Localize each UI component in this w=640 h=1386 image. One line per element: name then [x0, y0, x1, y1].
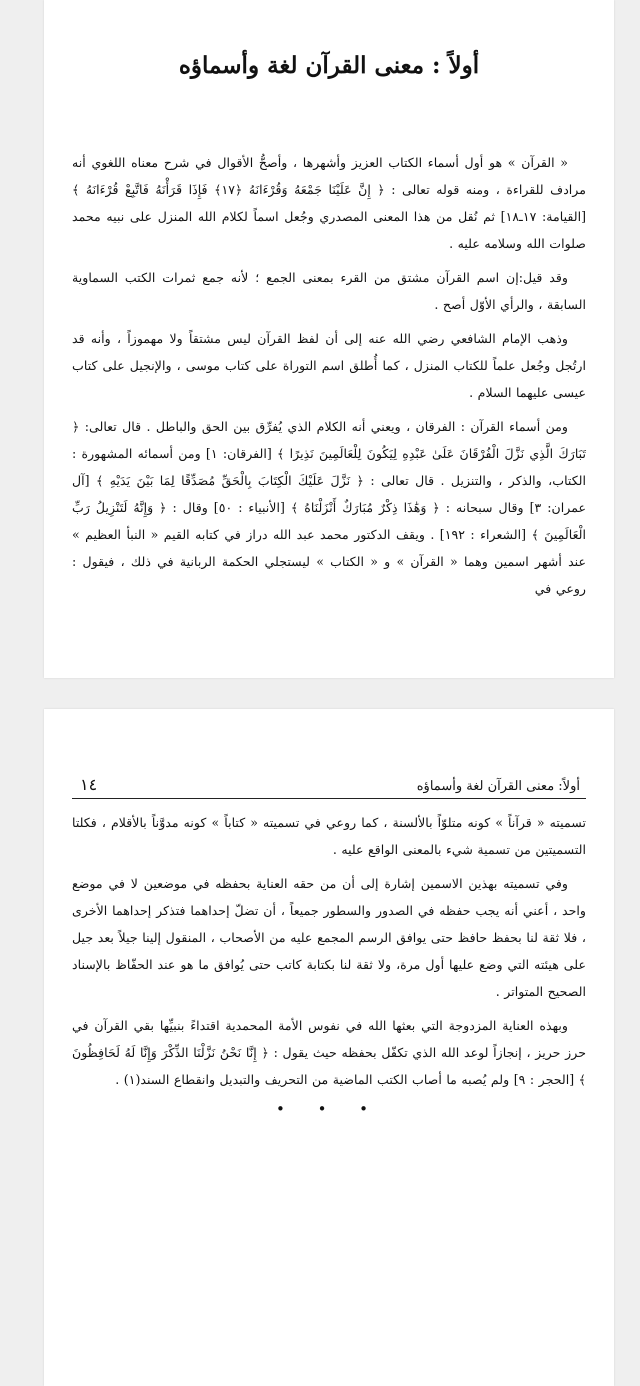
paragraph-preservation: وبهذه العناية المزدوجة التي بعثها الله في نفوس الأمة المحمدية اقتداءً بنبيِّها بقي القرآن في حرز حريز ، إنجازاً لوعد الله الذي تكفّل بحفظه حيث يقول : ﴿ إِنَّا نَحْنُ نَزَّلْنَا الذِّكْرَ وَإِنَّا لَهُ لَحَافِظُونَ ﴾ [الحجر : ٩] ولم يُصبه ما أصاب الكتب الماضية من التحريف والتبديل وانقطاع السند(١) . [72, 1018, 586, 1087]
paragraph-naming: تسميته « قرآناً » كونه متلوّاً بالألسنة ، كما روعي في تسميته « كتاباً » كونه مدوَّناً بالأقلام ، فكلتا التسميتين من تسمية شيء بالمعنى الواقع عليه . [72, 815, 586, 857]
paragraph-two-names: وفي تسميته بهذين الاسمين إشارة إلى أن من حقه العناية بحفظه في موضعين لا في موضع واحد ، أعني أنه يجب حفظه في الصدور والسطور جميعاً ، أن تضلّ إحداهما فتذكر إحداهما الأخرى ، فلا ثقة لنا بحفظ حافظ حتى يوافق الرسم المجمع عليه من الأصحاب ، المنقول إلينا جيلاً بعد جيل على هيئته التي وضع عليها أول مرة، ولا ثقة لنا بكتابة كاتب حتى يُوافق ما هو عند الحفّاظ بالإسناد الصحيح المتواتر . [72, 876, 586, 999]
paragraph-shafii: وذهب الإمام الشافعي رضي الله عنه إلى أن لفظ القرآن ليس مشتقاً ولا مهموزاً ، وأنه قد ارتُجل وجُعل علماً للكتاب المنزل ، كما أُطلق اسم التوراة على كتاب موسى ، والإنجيل على كتاب عيسى عليهما السلام . [72, 331, 586, 400]
book-page-2 [44, 709, 614, 1386]
paragraph-quran-meaning: « القرآن » هو أول أسماء الكتاب العزيز وأشهرها ، وأصحُّ الأقوال في شرح معناه اللغوي أنه مرادف للقراءة ، ومنه قوله تعالى : ﴿ إِنَّ عَلَيْنَا جَمْعَهُ وَقُرْءَانَهُ ﴿١٧﴾ فَإِذَا قَرَأْنَهُ فَاتَّبِعْ قُرْءَانَهُ ﴾ [القيامة: ١٧ـ١٨] ثم نُقل من هذا المعنى المصدري وجُعل اسماً لكلام الله المنزل على نبيه محمد صلوات الله وسلامه عليه . [72, 155, 586, 251]
paragraph-derivation: وقد قيل:إن اسم القرآن مشتق من القرء بمعنى الجمع ؛ لأنه جمع ثمرات الكتب السماوية السابقة ، والرأي الأوّل أصح . [72, 270, 586, 312]
paragraph-names: ومن أسماء القرآن : الفرقان ، ويعني أنه الكلام الذي يُفرِّق بين الحق والباطل . قال تعالى: ﴿ تَبَارَكَ الَّذِي نَزَّلَ الْفُرْقَانَ عَلَىٰ عَبْدِهِ لِيَكُونَ لِلْعَالَمِينَ نَذِيرًا ﴾ [الفرقان: ١] ومن أسمائه المشهورة : الكتاب، والذكر ، والتنزيل . قال تعالى : ﴿ نَزَّلَ عَلَيْكَ الْكِتَابَ بِالْحَقِّ مُصَدِّقًا لِمَا بَيْنَ يَدَيْهِ ﴾ [آل عمران: ٣] وقال سبحانه : ﴿ وَهَٰذَا ذِكْرٌ مُبَارَكٌ أَنْزَلْنَاهُ ﴾ [الأنبياء : ٥٠] وقال : ﴿ وَإِنَّهُ لَتَنْزِيلُ رَبِّ الْعَالَمِينَ ﴾ [الشعراء : ١٩٢] . ويقف الدكتور محمد عبد الله دراز في كتابه القيم « النبأ العظيم » عند أشهر اسمين وهما « القرآن » و « الكتاب » ليستجلي الحكمة الربانية في ذلك ، فيقول : روعي في [72, 419, 586, 596]
running-header-title: أولاً: معنى القرآن لغة وأسماؤه [416, 779, 580, 794]
section-end-mark: • • • [275, 1100, 383, 1118]
book-page-1 [44, 0, 614, 678]
page-number: ١٤ [80, 775, 98, 794]
running-header [72, 775, 586, 799]
chapter-title: أولاً : معنى القرآن لغة وأسماؤه [178, 52, 480, 79]
